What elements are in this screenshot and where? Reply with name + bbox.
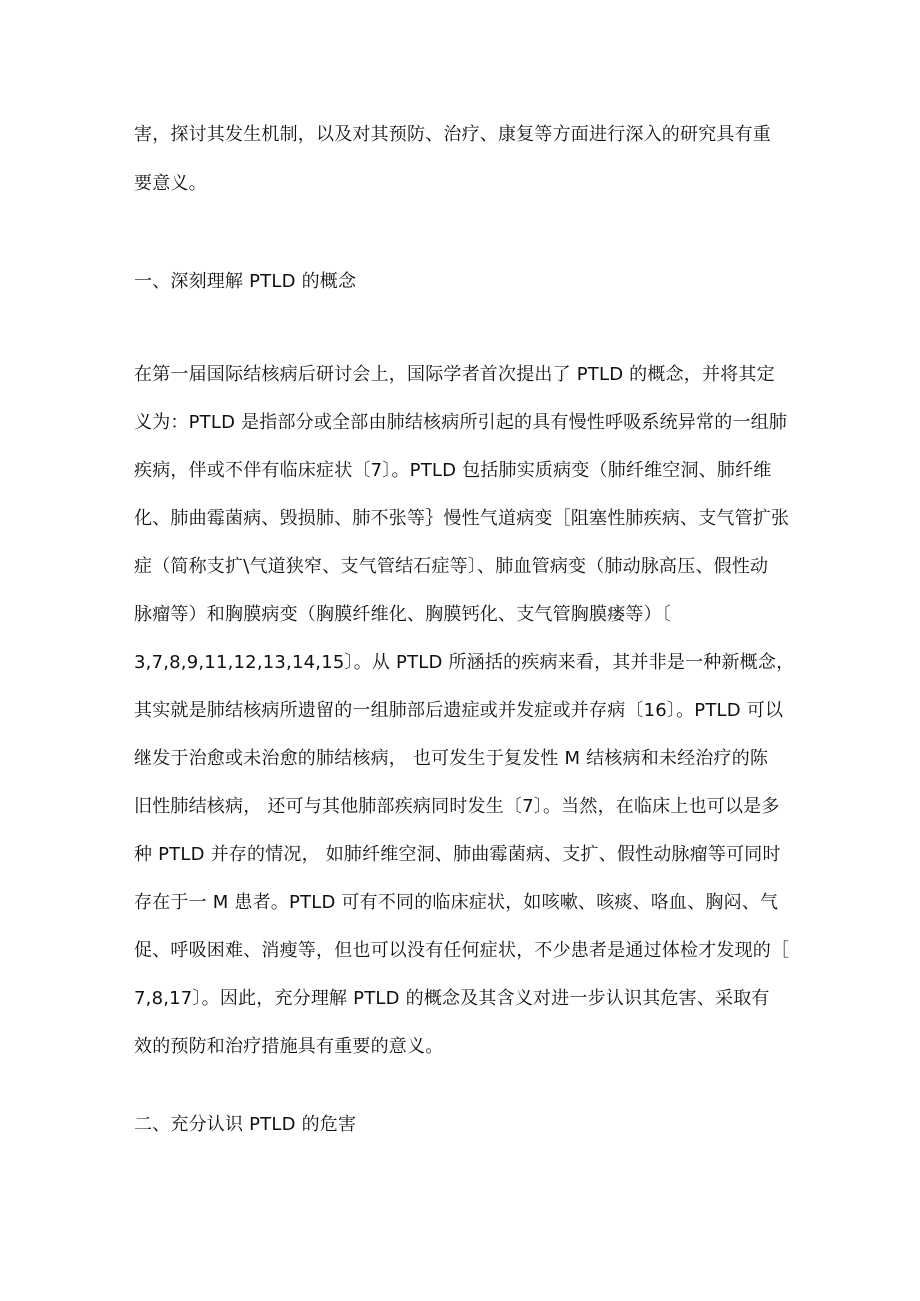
paragraph-line: 义为：PTLD 是指部分或全部由肺结核病所引起的具有慢性呼吸系统异常的一组肺: [134, 412, 788, 433]
paragraph-line: 其实就是肺结核病所遗留的一组肺部后遗症或并发症或并存病〔16〕。PTLD 可以: [134, 700, 784, 721]
paragraph-line: 7,8,17〕。因此，充分理解 PTLD 的概念及其含义对进一步认识其危害、采取有: [134, 988, 770, 1009]
paragraph-line: 继发于治愈或未治愈的肺结核病， 也可发生于复发性 M 结核病和未经治疗的陈: [134, 748, 769, 769]
paragraph-line: 脉瘤等）和胸膜病变（胸膜纤维化、胸膜钙化、支气管胸膜瘘等）〔: [134, 604, 671, 625]
section-heading: 一、深刻理解 PTLD 的概念: [134, 271, 357, 292]
paragraph-line: 3,7,8,9,11,12,13,14,15〕。从 PTLD 所涵括的疾病来看，其并非是一种新概念，: [134, 652, 795, 673]
paragraph-line: 旧性肺结核病， 还可与其他肺部疾病同时发生〔7〕。当然，在临床上也可以是多: [134, 796, 780, 817]
paragraph-line: 种 PTLD 并存的情况， 如肺纤维空洞、肺曲霉菌病、支扩、假性动脉瘤等可同时: [134, 844, 781, 865]
paragraph-line: 效的预防和治疗措施具有重要的意义。: [134, 1036, 444, 1057]
paragraph-line: 促、呼吸困难、消瘦等，但也可以没有任何症状，不少患者是通过体检才发现的［: [134, 940, 790, 961]
paragraph-line: 存在于一 M 患者。PTLD 可有不同的临床症状，如咳嗽、咳痰、咯血、胸闷、气: [134, 892, 779, 913]
paragraph-line: 要意义。: [134, 173, 207, 194]
paragraph-line: 症（简称支扩\气道狭窄、支气管结石症等〕、肺血管病变（肺动脉高压、假性动: [134, 556, 769, 577]
paragraph-line: 在第一届国际结核病后研讨会上，国际学者首次提出了 PTLD 的概念，并将其定: [134, 364, 775, 385]
section-heading: 二、充分认识 PTLD 的危害: [134, 1114, 357, 1135]
paragraph-line: 疾病，伴或不伴有临床症状〔7〕。PTLD 包括肺实质病变（肺纤维空洞、肺纤维: [134, 460, 772, 481]
paragraph-line: 害，探讨其发生机制，以及对其预防、治疗、康复等方面进行深入的研究具有重: [134, 124, 771, 145]
paragraph-line: 化、肺曲霉菌病、毁损肺、肺不张等｝慢性气道病变［阻塞性肺疾病、支气管扩张: [134, 508, 790, 529]
